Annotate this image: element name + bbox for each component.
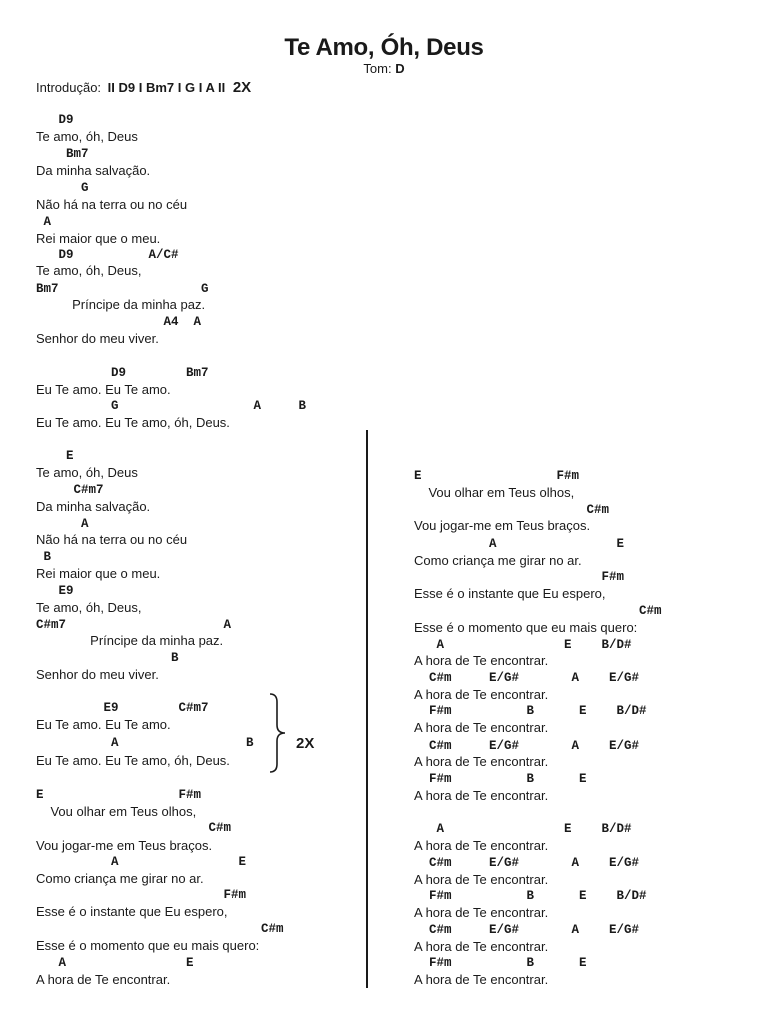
lyric-line: Não há na terra ou no céu [36,532,188,547]
lyric-line: Esse é o momento que eu mais quero: [36,938,260,953]
chord-line: D9 Bm7 [36,366,209,380]
chord-line: F#m B E B/D# [414,889,647,903]
chord-line: D9 A/C# [36,248,179,262]
chord-line: G [36,181,89,195]
chord-line: C#m7 A [36,618,232,632]
chord-line: C#m E/G# A E/G# [414,856,640,870]
lyric-line: Te amo, óh, Deus [36,465,138,480]
chord-line: C#m E/G# A E/G# [414,923,640,937]
lyric-line: Eu Te amo. Eu Te amo. [36,717,171,732]
lyric-line: A hora de Te encontrar. [414,687,549,702]
chord-line: A E B/D# [414,638,632,652]
chord-line: A E [36,956,194,970]
chord-line: C#m E/G# A E/G# [414,739,640,753]
lyric-line: A hora de Te encontrar. [36,972,171,987]
chord-line: E F#m [36,788,202,802]
lyric-line: Da minha salvação. [36,163,151,178]
lyric-line: Eu Te amo. Eu Te amo, óh, Deus. [36,753,230,768]
lyric-line: Senhor do meu viver. [36,331,159,346]
lyric-line: Te amo, óh, Deus, [36,263,142,278]
chord-line: A4 A [36,315,202,329]
lyric-line: Te amo, óh, Deus [36,129,138,144]
intro-label: Introdução: [36,80,102,95]
lyric-line: A hora de Te encontrar. [414,754,549,769]
column-divider [366,430,368,988]
lyric-line: Rei maior que o meu. [36,231,161,246]
chord-line: F#m B E [414,772,587,786]
lyric-line: A hora de Te encontrar. [414,939,549,954]
chord-line: C#m [414,503,610,517]
chord-line: A [36,215,52,229]
chord-line: C#m E/G# A E/G# [414,671,640,685]
lyric-line: Esse é o instante que Eu espero, [36,904,228,919]
lyric-line: A hora de Te encontrar. [414,972,549,987]
chord-line: D9 [36,113,74,127]
chord-line: C#m7 [36,483,104,497]
lyric-line: Vou olhar em Teus olhos, [36,804,197,819]
chord-line: E9 C#m7 [36,701,209,715]
chord-line: B [36,651,179,665]
lyric-line: Vou jogar-me em Teus braços. [36,838,213,853]
chord-line: E9 [36,584,74,598]
lyric-line: Eu Te amo. Eu Te amo. [36,382,171,397]
intro-progression: II D9 I Bm7 I G I A II [107,80,226,95]
lyric-line: Eu Te amo. Eu Te amo, óh, Deus. [36,415,230,430]
chord-line: Bm7 G [36,282,209,296]
lyric-line: A hora de Te encontrar. [414,872,549,887]
chord-line: Bm7 [36,147,89,161]
lyric-line: Príncipe da minha paz. [36,633,224,648]
lyric-line: A hora de Te encontrar. [414,838,549,853]
lyric-line: A hora de Te encontrar. [414,788,549,803]
lyric-line: A hora de Te encontrar. [414,905,549,920]
lyric-line: Esse é o instante que Eu espero, [414,586,606,601]
lyric-line: A hora de Te encontrar. [414,720,549,735]
song-title: Te Amo, Óh, Deus [284,34,484,61]
chord-line: A E [414,537,625,551]
lyric-line: Príncipe da minha paz. [36,297,206,312]
repeat-brace [268,692,290,774]
chord-line: A [36,517,89,531]
lyric-line: Rei maior que o meu. [36,566,161,581]
lyric-line: Como criança me girar no ar. [414,553,582,568]
repeat-mark: 2X [296,735,315,752]
lyric-line: Senhor do meu viver. [36,667,159,682]
lyric-line: Como criança me girar no ar. [36,871,204,886]
chord-line: C#m [414,604,662,618]
chord-line: A E B/D# [414,822,632,836]
key-value: D [395,61,405,76]
chord-line: B [36,550,52,564]
lyric-line: Não há na terra ou no céu [36,197,188,212]
chord-line: F#m [414,570,625,584]
lyric-line: Vou olhar em Teus olhos, [414,485,575,500]
chord-line: E F#m [414,469,580,483]
chord-line: F#m [36,888,247,902]
chord-line: E [36,449,74,463]
lyric-line: A hora de Te encontrar. [414,653,549,668]
chord-line: C#m [36,821,232,835]
lyric-line: Da minha salvação. [36,499,151,514]
chord-line: G A B [36,399,307,413]
chord-line: C#m [36,922,284,936]
chord-line: A E [36,855,247,869]
lyric-line: Esse é o momento que eu mais quero: [414,620,638,635]
key-label: Tom: [363,61,392,76]
lyric-line: Vou jogar-me em Teus braços. [414,518,591,533]
chord-line: F#m B E [414,956,587,970]
lyric-line: Te amo, óh, Deus, [36,600,142,615]
intro-repeat: 2X [232,79,252,96]
chord-line: F#m B E B/D# [414,704,647,718]
song-key [0,61,768,76]
chord-line: A B [36,736,254,750]
intro-line [36,79,251,96]
